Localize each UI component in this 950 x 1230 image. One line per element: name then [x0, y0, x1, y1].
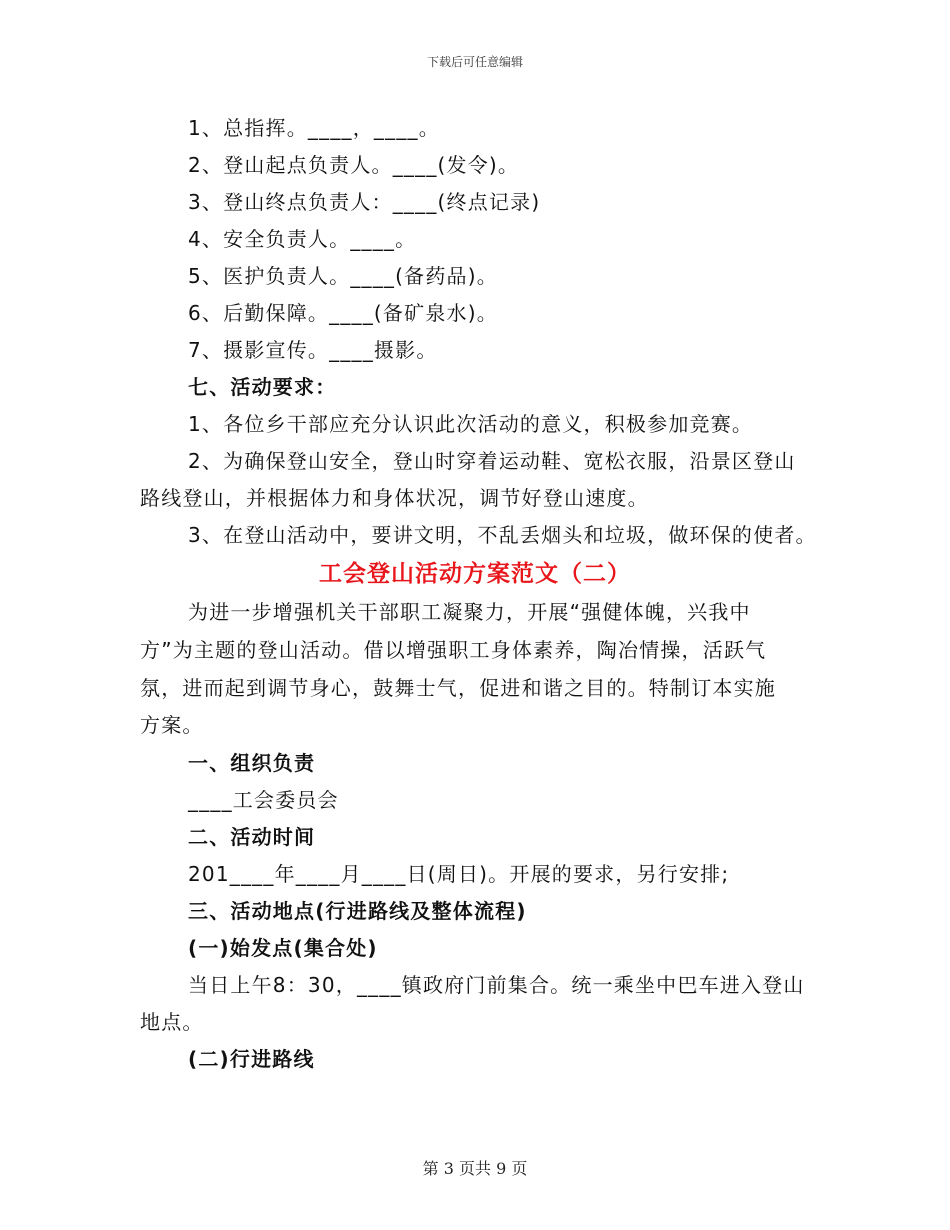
page-header: 下载后可任意编辑 [426, 55, 523, 69]
section-heading: 二、活动时间 [188, 825, 316, 849]
list-item: 7、摄影宣传。____摄影。 [188, 338, 438, 362]
paragraph-line: 当日上午8：30，____镇政府门前集合。统一乘坐中巴车进入登山 [188, 973, 805, 997]
section-heading: 一、组织负责 [188, 751, 316, 775]
paragraph-line: 3、在登山活动中，要讲文明，不乱丢烟头和垃圾，做环保的使者。 [188, 523, 817, 547]
subsection-heading: (一)始发点(集合处) [188, 936, 378, 960]
paragraph-line: 201____年____月____日(周日)。开展的要求，另行安排; [188, 862, 730, 886]
list-item: 2、登山起点负责人。____(发令)。 [188, 153, 520, 177]
paragraph-line: 方”为主题的登山活动。借以增强职工身体素养，陶冶情操，活跃气 [140, 638, 767, 662]
list-item: 1、总指挥。____，____。 [188, 116, 440, 140]
list-item: 3、登山终点负责人：____(终点记录) [188, 190, 541, 214]
section-title: 工会登山活动方案范文（二） [319, 561, 631, 587]
section-heading: 七、活动要求： [188, 375, 337, 399]
paragraph-line: 2、为确保登山安全，登山时穿着运动鞋、宽松衣服，沿景区登山 [188, 449, 796, 473]
paragraph-line: 为进一步增强机关干部职工凝聚力，开展“强健体魄，兴我中 [188, 600, 751, 624]
paragraph-line: 路线登山，并根据体力和身体状况，调节好登山速度。 [140, 486, 649, 510]
paragraph-line: 方案。 [140, 713, 204, 737]
paragraph-line: 1、各位乡干部应充分认识此次活动的意义，积极参加竞赛。 [188, 412, 754, 436]
list-item: 6、后勤保障。____(备矿泉水)。 [188, 301, 498, 325]
paragraph-line: 氛，进而起到调节身心，鼓舞士气，促进和谐之目的。特制订本实施 [140, 676, 776, 700]
paragraph-line: 地点。 [140, 1010, 204, 1034]
page-footer: 第 3 页共 9 页 [422, 1159, 528, 1178]
subsection-heading: (二)行进路线 [188, 1047, 315, 1071]
list-item: 5、医护负责人。____(备药品)。 [188, 264, 498, 288]
paragraph-line: ____工会委员会 [188, 788, 339, 812]
section-heading: 三、活动地点(行进路线及整体流程) [188, 899, 527, 923]
list-item: 4、安全负责人。____。 [188, 227, 417, 251]
